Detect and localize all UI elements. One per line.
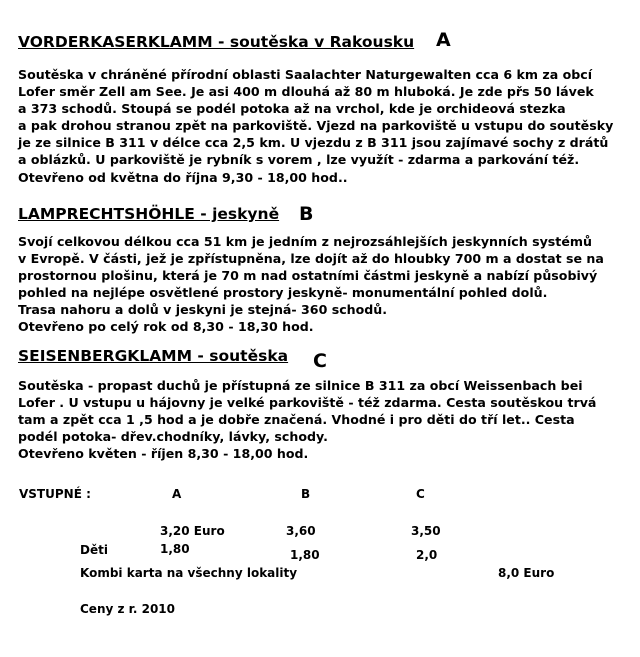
price-column-a: A <box>172 487 182 501</box>
prices-footnote: Ceny z r. 2010 <box>80 602 175 616</box>
paragraph-line: podél potoka- dřev.chodníky, lávky, schody. <box>18 429 328 445</box>
child-price-c: 2,0 <box>416 548 438 562</box>
combo-ticket-label: Kombi karta na všechny lokality <box>80 566 298 580</box>
paragraph-line: Soutěska v chráněné přírodní oblasti Saalachter Naturgewalten cca 6 km za obcí <box>18 67 593 82</box>
paragraph-line: Trasa nahoru a dolů v jeskyni je stejná- 360 schodů. <box>18 302 388 318</box>
paragraph-line: Soutěska - propast duchů je přístupná ze silnice B 311 za obcí Weissenbach bei <box>18 378 583 393</box>
paragraph-line: a oblázků. U parkoviště je rybník s vorem , lze využít - zdarma a parkování též. <box>18 152 580 168</box>
section-a-title: VORDERKASERKLAMM - soutěska v Rakousku <box>18 33 415 51</box>
paragraph-line: Svojí celkovou délkou cca 51 km je jedním z nejrozsáhlejších jeskynních systémů <box>18 234 592 249</box>
adult-price-a: 3,20 Euro <box>160 524 225 538</box>
children-label: Děti <box>80 543 108 557</box>
paragraph-line: Lofer . U vstupu u hájovny je velké parkoviště - též zdarma. Cesta soutěskou trvá <box>18 395 597 411</box>
section-a-text <box>18 66 613 186</box>
paragraph-line: Lofer směr Zell am See. Je asi 400 m dlouhá až 80 m hluboká. Je zde přs 50 lávek <box>18 84 594 100</box>
paragraph-line: v Evropě. V části, jež je zpřístupněna, lze dojít až do hloubky 700 m a dostat se na <box>18 251 604 267</box>
section-b-title: LAMPRECHTSHÖHLE - jeskyně <box>18 205 280 223</box>
adult-price-c: 3,50 <box>411 524 441 538</box>
paragraph-line: Otevřeno květen - říjen 8,30 - 18,00 hod. <box>18 446 309 462</box>
paragraph-line: tam a zpět cca 1 ,5 hod a je dobře značená. Vhodné i pro děti do tří let.. Cesta <box>18 412 575 428</box>
price-column-b: B <box>301 487 311 501</box>
section-b-text <box>18 233 604 336</box>
section-b-marker: B <box>299 203 314 225</box>
paragraph-line: a 373 schodů. Stoupá se podél potoka až na vrchol, kde je orchideová stezka <box>18 101 566 117</box>
paragraph-line: pohled na nejlépe osvětlené prostory jeskyně- monumentální pohled dolů. <box>18 285 548 301</box>
section-c-title: SEISENBERGKLAMM - soutěska <box>18 347 289 365</box>
paragraph-line: prostornou plošinu, která je 70 m nad ostatními částmi jeskyně a nabízí působivý <box>18 268 598 284</box>
section-a-marker: A <box>436 29 451 51</box>
paragraph-line: a pak drohou stranou zpět na parkoviště. Vjezd na parkoviště u vstupu do soutěsky <box>18 118 614 134</box>
paragraph-line: Otevřeno po celý rok od 8,30 - 18,30 hod. <box>18 319 314 335</box>
child-price-a: 1,80 <box>160 542 190 556</box>
adult-price-b: 3,60 <box>286 524 316 538</box>
combo-ticket-price: 8,0 Euro <box>498 566 555 580</box>
paragraph-line: je ze silnice B 311 v délce cca 2,5 km. U vjezdu z B 311 jsou zajímavé sochy z drátů <box>18 135 609 151</box>
paragraph-line: Otevřeno od května do října 9,30 - 18,00 hod.. <box>18 169 348 185</box>
section-c-marker: C <box>313 350 327 372</box>
prices-label: VSTUPNÉ : <box>19 487 91 501</box>
child-price-b: 1,80 <box>290 548 320 562</box>
section-c-text <box>18 377 596 462</box>
price-column-c: C <box>416 487 425 501</box>
